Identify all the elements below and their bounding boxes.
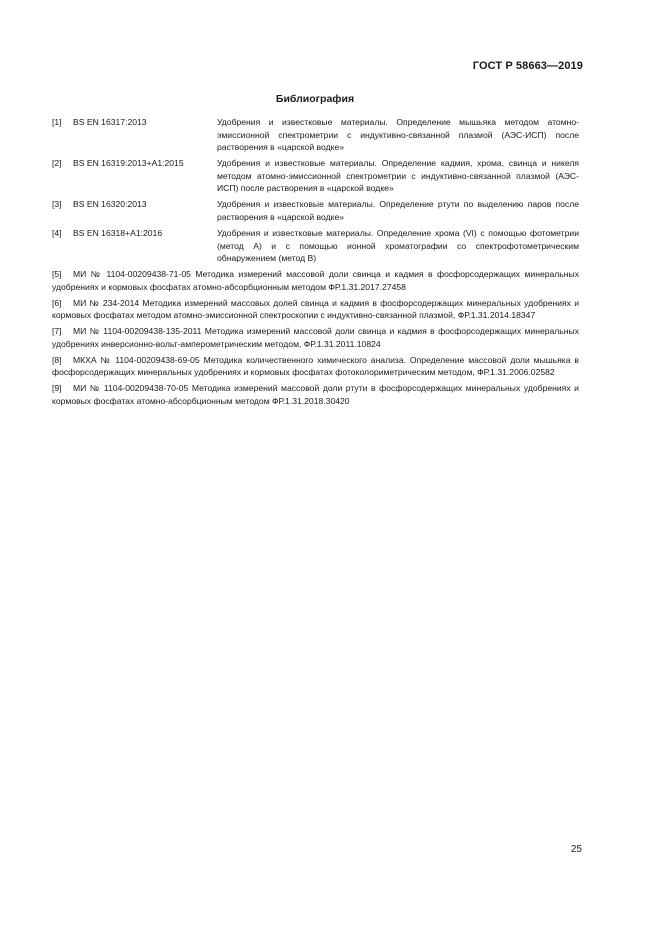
reference-number: [8] xyxy=(52,354,62,365)
reference-item xyxy=(52,227,579,265)
reference-item xyxy=(52,268,579,293)
reference-code: BS EN 16317:2013 xyxy=(73,117,147,127)
reference-number: [9] xyxy=(52,383,62,394)
page-number: 25 xyxy=(570,844,582,855)
method-references xyxy=(52,268,579,408)
reference-item xyxy=(52,382,579,407)
reference-number: [2] xyxy=(52,158,62,169)
reference-text: Удобрения и известковые материалы. Определение мышьяка методом атомно-эмиссионной спектрометрии с индуктивно-связанной плазмой (АЭС-ИСП) после растворения в «царской водке» xyxy=(217,117,579,153)
reference-code: BS EN 16320:2013 xyxy=(73,199,147,210)
bibliography-list xyxy=(52,116,579,411)
document-code: ГОСТ Р 58663—2019 xyxy=(472,60,583,72)
reference-text: Удобрения и известковые материалы. Определение хрома (VI) с помощью фотометрии (метод А) и с помощью ионной хроматографии со спектрофотометрическим обнаружением (метод В) xyxy=(217,227,579,264)
reference-item xyxy=(52,354,579,379)
reference-text: МКХА № 1104-00209438-69-05 Методика количественного химического анализа. Определение массовой доли мышьяка в фосфорсодержащих минеральных удобрениях и кормовых фосфатах фотоколориметрическим методом, ФР.1.31.2006.02582 xyxy=(52,354,579,378)
reference-item xyxy=(52,116,579,154)
reference-text: МИ № 1104-00209438-71-05 Методика измерений массовой доли свинца и кадмия в фосфорсодержащих минеральных удобрениях и кормовых фосфатах атомно-абсорбционным методом ФР.1.31.2017.27458 xyxy=(52,269,579,292)
reference-number: [3] xyxy=(52,199,62,210)
reference-text: МИ № 1104-00209438-70-05 Методика измерений массовой доли ртути в фосфорсодержащих минеральных удобрениях и кормовых фосфатах атомно-абсорбционным методом ФР.1.31.2018.30420 xyxy=(52,383,579,406)
reference-text: МИ № 234-2014 Методика измерений массовых долей свинца и кадмия в фосфорсодержащих минеральных удобрениях и кормовых фосфатах методом атомно-эмиссионной спектроскопии с индуктивно-связанной плазмой, ФР.1.31.2014.18347 xyxy=(52,297,579,321)
reference-number: [7] xyxy=(52,326,62,337)
page-title: Библиография xyxy=(275,93,355,105)
reference-text: МИ № 1104-00209438-135-2011 Методика измерений массовой доли свинца и кадмия в фосфорсодержащих минеральных удобрениях инверсионно-вольт-амперометрическим методом, ФР.1.31.2011.10824 xyxy=(52,326,579,349)
reference-code: BS EN 16319:2013+A1:2015 xyxy=(73,158,184,169)
reference-text: Удобрения и известковые материалы. Определение ртути по выделению паров после растворения в «царской водке» xyxy=(217,199,579,222)
reference-number: [6] xyxy=(52,297,62,308)
reference-item xyxy=(52,198,579,223)
reference-text: Удобрения и известковые материалы. Определение кадмия, хрома, свинца и никеля методом атомно-эмиссионной спектрометрии с индуктивно-связанной плазмой (АЭС-ИСП) после растворения в «царской водке» xyxy=(217,158,579,194)
reference-item xyxy=(52,325,579,350)
reference-code: BS EN 16318+A1:2016 xyxy=(73,227,163,238)
reference-item xyxy=(52,157,579,195)
reference-item xyxy=(52,297,579,322)
standards-references xyxy=(52,116,579,265)
reference-number: [4] xyxy=(52,227,62,238)
reference-number: [1] xyxy=(52,117,62,127)
reference-number: [5] xyxy=(52,269,62,280)
